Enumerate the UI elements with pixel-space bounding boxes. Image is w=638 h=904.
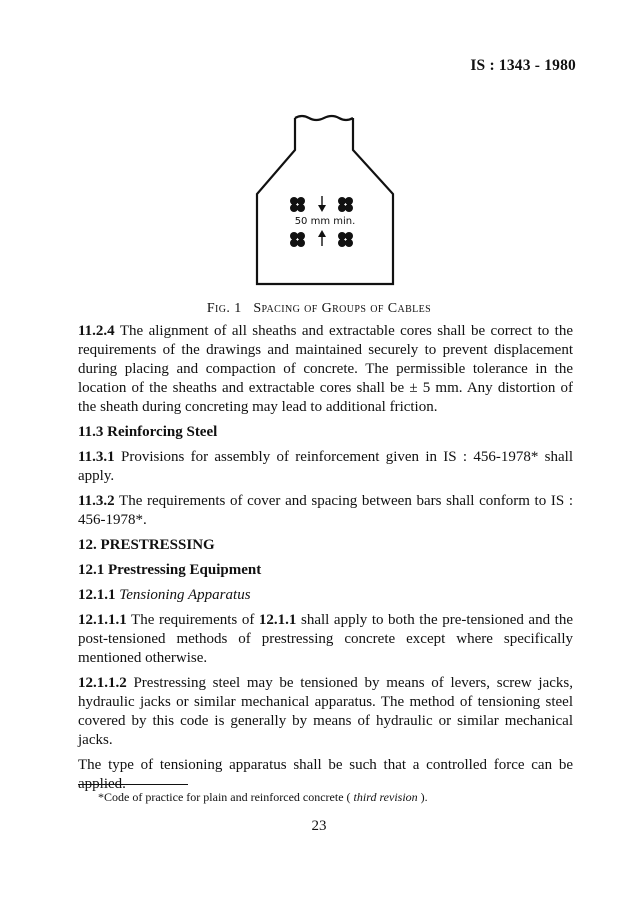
paragraph-tensioning-apparatus: The type of tensioning apparatus shall be such that a controlled force can be applied. [78,757,573,792]
footnote-text-b: ). [417,790,428,804]
clause-text: Prestressing steel may be tensioned by means of levers, screw jacks, hydraulic jacks or similar mechanical apparatus. The method of tensioning steel covered by this code is generally by means of hydraulic or similar mechanical jacks. [78,675,573,748]
clause-number: 12.1.1.1 [78,612,127,628]
footnote [98,790,428,805]
footnote-divider [78,784,188,785]
cable-spacing-figure [240,108,410,293]
clause-11-2-4 [78,322,573,417]
break-line [295,116,353,120]
figure-title: Spacing of Groups of Cables [253,301,432,316]
clause-text: Provisions for assembly of reinforcement given in IS : 456-1978* shall apply. [78,449,573,484]
cable-group-bottom-right [338,232,353,247]
clause-text-b: shall apply to both the pre-tensioned and the post-tensioned methods of prestressing concrete except where specifically mentioned otherwise. [78,612,573,666]
clause-12-1-1-1 [78,611,573,668]
heading-11-3: 11.3 Reinforcing Steel [78,424,218,440]
footnote-text-a: *Code of practice for plain and reinforced concrete ( [98,790,354,804]
clause-text-a: The requirements of [126,612,259,628]
clause-number: 11.3.2 [78,493,115,509]
clause-12-1-1 [78,586,573,605]
clause-text: The requirements of cover and spacing between bars shall conform to IS : 456-1978*. [78,493,573,528]
cable-group-top-left [290,197,305,212]
clause-number: 11.3.1 [78,449,115,465]
clause-11-3-1 [78,448,573,486]
clause-text: The alignment of all sheaths and extractable cores shall be correct to the requirements of the drawings and maintained securely to prevent displacement during placing and compaction of concrete. The permissible tolerance in the location of the sheaths and extractable cores shall be ± 5 mm. Any distortion of the sheath during concreting may lead to additional friction. [78,323,573,415]
heading-12-1: 12.1 Prestressing Equipment [78,562,262,578]
footnote-italic: third revision [353,790,418,804]
dimension-label: 50 mm min. [294,216,356,227]
cable-group-bottom-left [290,232,305,247]
figure-caption [0,301,638,317]
section-outline [257,118,393,284]
figure-number: Fig. 1 [206,301,242,316]
cable-group-top-right [338,197,353,212]
clause-reference: 12.1.1 [258,612,297,628]
body-text [78,322,573,794]
clause-number: 12.1.1 [78,587,116,603]
clause-11-3-2 [78,492,573,530]
heading-12: 12. PRESTRESSING [78,537,215,553]
document-code-header: IS : 1343 - 1980 [470,57,576,74]
clause-title: Tensioning Apparatus [119,587,251,603]
clause-number: 12.1.1.2 [78,675,127,691]
clause-number: 11.2.4 [78,323,115,339]
page-number: 23 [311,818,327,834]
clause-12-1-1-2 [78,674,573,750]
